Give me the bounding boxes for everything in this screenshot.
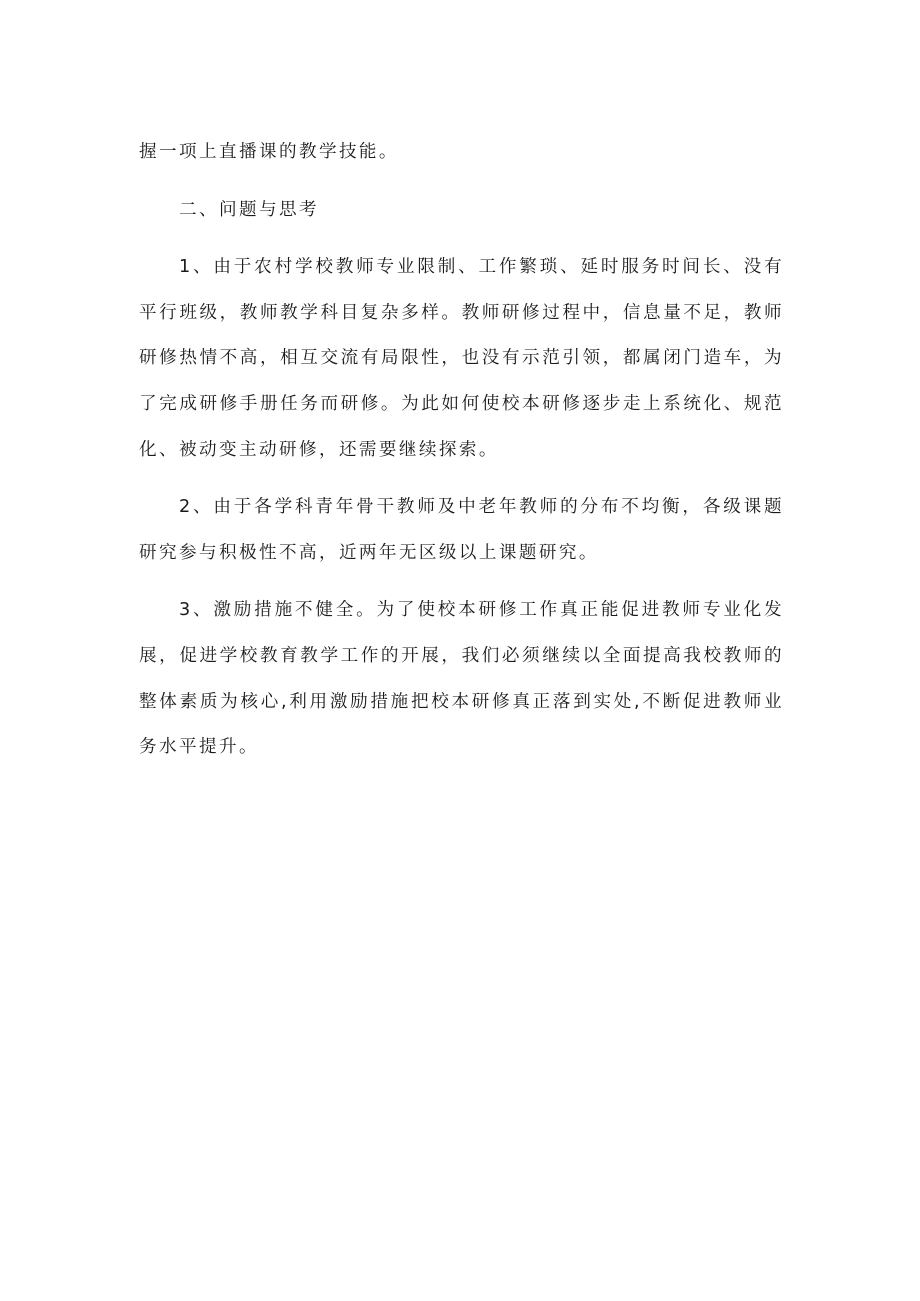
paragraph-spacer xyxy=(139,233,784,245)
document-body xyxy=(139,130,784,771)
paragraph-spacer xyxy=(139,473,784,485)
point-3-paragraph: 3、激励措施不健全。为了使校本研修工作真正能促进教师专业化发展，促进学校教育教学工作的开展，我们必须继续以全面提高我校教师的整体素质为核心,利用激励措施把校本研修真正落到实处,不断促进教师业务水平提升。 xyxy=(139,600,784,758)
point-1-paragraph: 1、由于农村学校教师专业限制、工作繁琐、延时服务时间长、没有平行班级，教师教学科目复杂多样。教师研修过程中，信息量不足，教师研修热情不高，相互交流有局限性，也没有示范引领，都属闭门造车，为了完成研修手册任务而研修。为此如何使校本研修逐步走上系统化、规范化、被动变主动研修，还需要继续探索。 xyxy=(139,257,784,460)
continuation-paragraph: 握一项上直播课的教学技能。 xyxy=(139,142,399,162)
point-2-paragraph: 2、由于各学科青年骨干教师及中老年教师的分布不均衡，各级课题研究参与积极性不高，近两年无区级以上课题研究。 xyxy=(139,497,784,563)
paragraph-spacer xyxy=(139,576,784,588)
paragraph-spacer xyxy=(139,176,784,188)
section-heading: 二、问题与思考 xyxy=(179,199,319,220)
